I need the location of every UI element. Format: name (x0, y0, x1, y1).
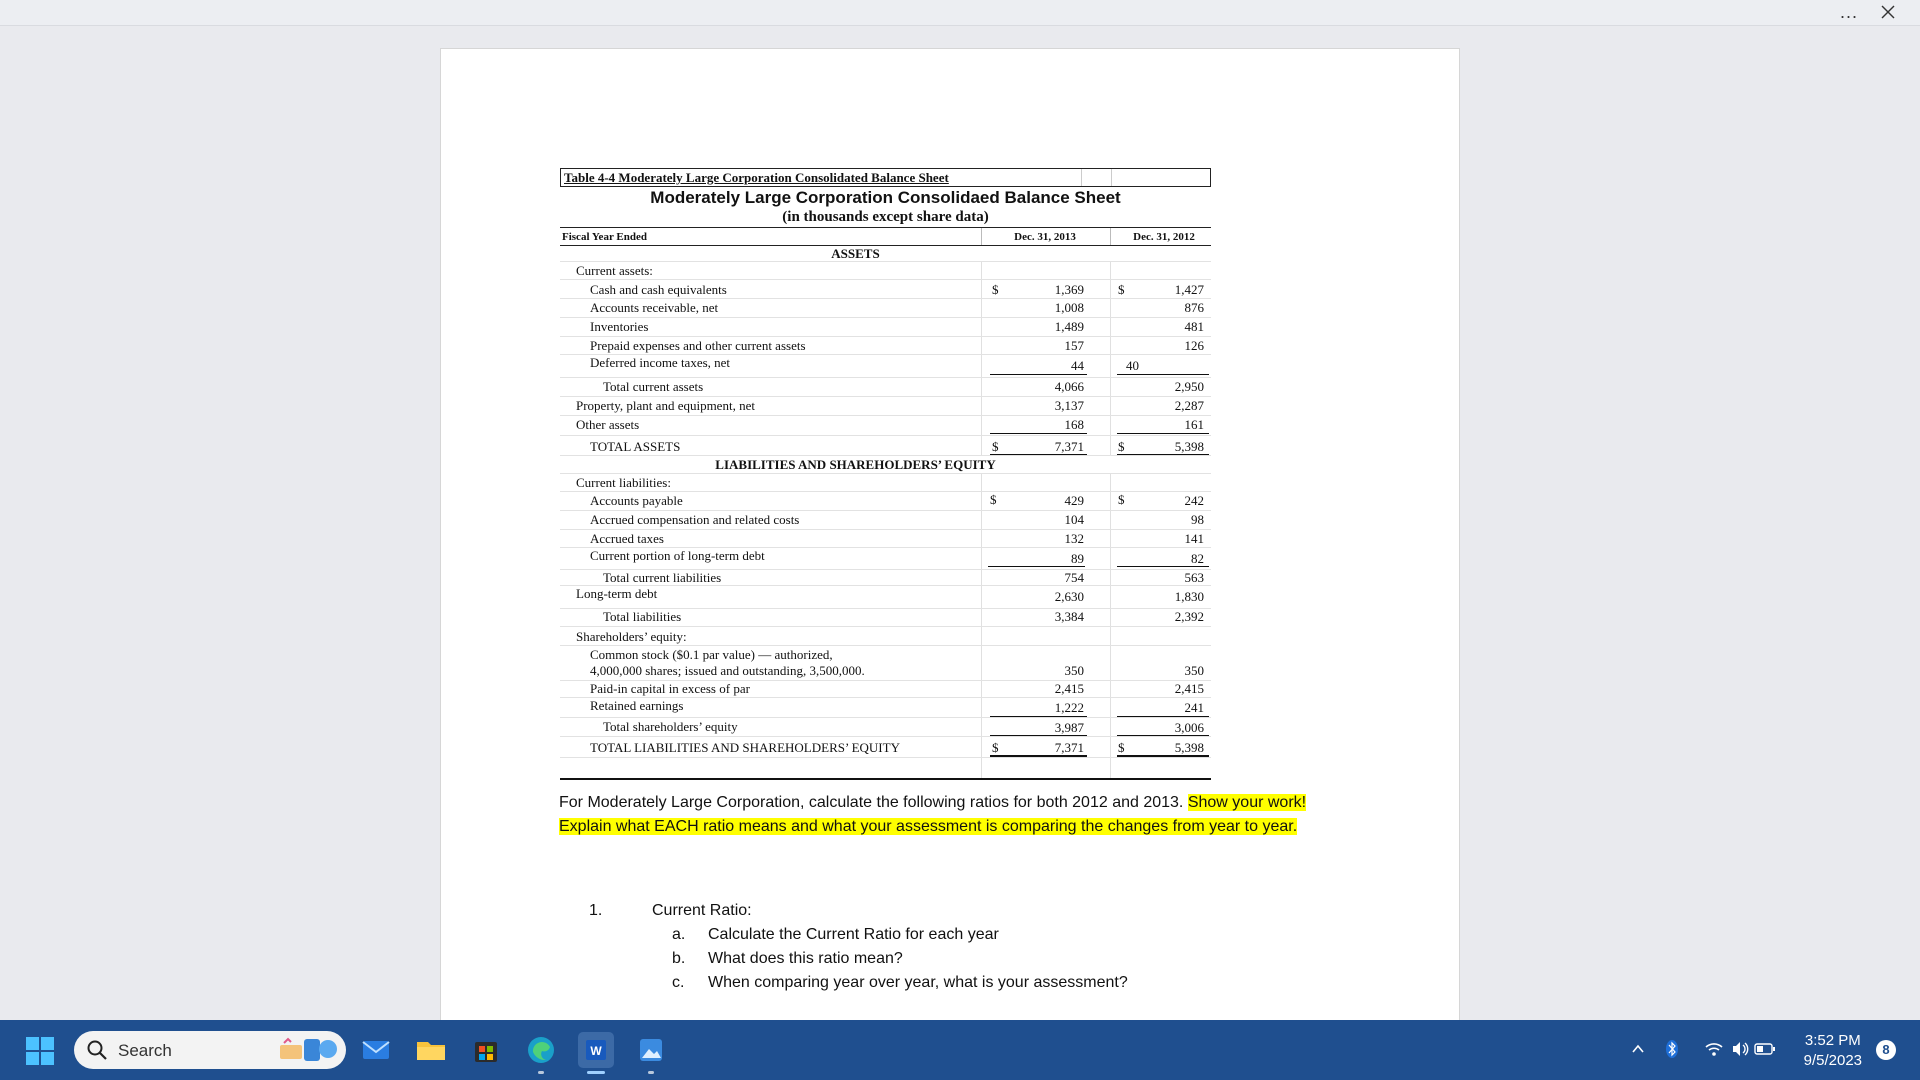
row-label: Deferred income taxes, net (590, 355, 731, 370)
value-2012: 350 (1184, 663, 1204, 678)
subquestion-text: When comparing year over year, what is your assessment? (708, 974, 1128, 991)
table-row (560, 280, 1211, 299)
table-bottom-border (560, 758, 1211, 780)
balance-sheet-subtitle: (in thousands except share data) (560, 208, 1211, 228)
value-2013: 1,222 (1054, 700, 1084, 715)
row-label: Accounts receivable, net (590, 300, 719, 315)
file-explorer-icon[interactable] (413, 1032, 449, 1068)
row-label: Property, plant and equipment, net (576, 398, 755, 413)
subquestion-label: b. (672, 950, 686, 967)
value-2012: 1,427 (1174, 282, 1204, 297)
row-label: Long-term debt (576, 586, 658, 601)
row-label: Prepaid expenses and other current assets (590, 338, 806, 353)
notification-count-badge[interactable]: 8 (1876, 1040, 1896, 1060)
photos-app-icon[interactable] (633, 1032, 669, 1068)
value-2012: 40 (1126, 358, 1139, 373)
word-app-icon[interactable] (578, 1032, 614, 1068)
value-2013: 4,066 (1054, 379, 1084, 394)
value-2013: 350 (1064, 663, 1084, 678)
value-2013: 754 (1064, 570, 1084, 585)
value-2012: 2,392 (1174, 609, 1204, 624)
table-row (560, 299, 1211, 318)
search-highlight-art-icon (276, 1035, 340, 1065)
search-placeholder: Search (118, 1041, 172, 1060)
clock-date: 9/5/2023 (1803, 1052, 1862, 1069)
value-2013: 3,384 (1054, 609, 1084, 624)
table-row (560, 718, 1211, 737)
value-2013: 1,369 (1054, 282, 1084, 297)
value-2013: 7,371 (1054, 439, 1084, 454)
value-2012: 141 (1184, 531, 1204, 546)
table-row (560, 609, 1211, 627)
table-row (560, 397, 1211, 416)
currency-symbol: $ (992, 439, 999, 454)
running-indicator (648, 1071, 654, 1074)
table-row (560, 246, 1211, 262)
system-tray (1620, 1020, 1920, 1080)
value-2013: 3,137 (1054, 398, 1084, 413)
table-row (560, 456, 1211, 474)
value-2013: 44 (1071, 358, 1084, 373)
value-2013: 157 (1064, 338, 1084, 353)
value-2012: 5,398 (1174, 740, 1204, 755)
col-fiscal-year: Fiscal Year Ended (562, 231, 647, 243)
value-2012: 242 (1184, 493, 1204, 508)
row-label: Accrued compensation and related costs (590, 512, 800, 527)
row-label: Common stock ($0.1 par value) — authorized, (590, 647, 833, 662)
table-row (560, 474, 1211, 492)
table-row (560, 586, 1211, 609)
document-page (440, 48, 1460, 1020)
currency-symbol: $ (1118, 492, 1125, 507)
subquestion-label: c. (672, 974, 685, 991)
close-icon[interactable] (1880, 4, 1896, 20)
value-2013: 1,008 (1054, 300, 1084, 315)
value-2012: 161 (1184, 417, 1204, 432)
value-2012: 98 (1191, 512, 1204, 527)
volume-icon[interactable] (1730, 1040, 1750, 1058)
store-app-icon[interactable] (468, 1032, 504, 1068)
table-row (560, 436, 1211, 456)
currency-symbol: $ (990, 492, 997, 507)
value-2012: 3,006 (1174, 720, 1204, 735)
question-number: 1. (589, 902, 603, 919)
wifi-icon[interactable] (1704, 1040, 1724, 1058)
chevron-up-icon[interactable] (1630, 1041, 1646, 1057)
table-row (560, 355, 1211, 378)
row-label: Inventories (590, 319, 649, 334)
value-2012: 876 (1184, 300, 1204, 315)
liabilities-header: LIABILITIES AND SHAREHOLDERS’ EQUITY (715, 457, 996, 472)
table-row (560, 337, 1211, 355)
table-row (560, 416, 1211, 436)
highlighted-instructions: Show your work! Explain what EACH ratio means and what your assessment is comparing the changes from year to year. (559, 794, 1307, 835)
running-indicator (538, 1071, 544, 1074)
currency-symbol: $ (992, 740, 999, 755)
edge-browser-icon[interactable] (523, 1032, 559, 1068)
bluetooth-icon[interactable] (1662, 1039, 1682, 1059)
currency-symbol: $ (1118, 282, 1125, 297)
value-2012: 241 (1184, 700, 1204, 715)
value-2012: 563 (1184, 570, 1204, 585)
table-row (560, 262, 1211, 280)
row-label: Current portion of long-term debt (590, 548, 765, 563)
active-indicator (587, 1071, 605, 1074)
taskbar (0, 1020, 1920, 1080)
row-label: Current liabilities: (576, 475, 671, 490)
value-2013: 3,987 (1054, 720, 1084, 735)
question-title: Current Ratio: (652, 902, 752, 919)
value-2012: 82 (1191, 551, 1204, 566)
subquestion-label: a. (672, 926, 686, 943)
col-2013: Dec. 31, 2013 (1014, 231, 1076, 243)
value-2013: 104 (1064, 512, 1084, 527)
value-2013: 168 (1064, 417, 1084, 432)
battery-icon[interactable] (1754, 1041, 1776, 1057)
table-row (560, 548, 1211, 570)
subquestion-text: What does this ratio mean? (708, 950, 903, 967)
value-2013: 7,371 (1054, 740, 1084, 755)
svg-text:W: W (590, 1044, 602, 1058)
value-2013: 132 (1064, 531, 1084, 546)
row-label: Total current liabilities (603, 570, 722, 585)
value-2013: 2,415 (1054, 681, 1084, 696)
viewer-titlebar (0, 0, 1920, 26)
column-headers (560, 228, 1211, 246)
row-label: Shareholders’ equity: (576, 629, 687, 644)
currency-symbol: $ (992, 282, 999, 297)
table-row (560, 681, 1211, 698)
table-caption-text: Table 4-4 Moderately Large Corporation Consolidated Balance Sheet (564, 170, 949, 185)
value-2013: 1,489 (1054, 319, 1084, 334)
table-row (560, 530, 1211, 548)
value-2012: 2,287 (1174, 398, 1204, 413)
instructions-paragraph (559, 791, 1359, 839)
document-viewer[interactable] (0, 26, 1920, 1020)
mail-app-icon[interactable] (358, 1032, 394, 1068)
row-label: Accounts payable (590, 493, 683, 508)
value-2013: 429 (1064, 493, 1084, 508)
taskbar-search-input[interactable] (74, 1031, 346, 1069)
currency-symbol: $ (1118, 439, 1125, 454)
clock-time: 3:52 PM (1804, 1032, 1861, 1049)
table-row (560, 511, 1211, 530)
row-label: Current assets: (576, 263, 653, 278)
row-label: Paid-in capital in excess of par (590, 681, 750, 696)
table-row (560, 627, 1211, 646)
value-2012: 481 (1184, 319, 1204, 334)
row-label: TOTAL ASSETS (590, 439, 681, 454)
row-label: 4,000,000 shares; issued and outstanding, 3,500,000. (590, 663, 865, 678)
row-label: Accrued taxes (590, 531, 664, 546)
value-2012: 126 (1184, 338, 1204, 353)
table-row (560, 492, 1211, 511)
balance-sheet-title: Moderately Large Corporation Consolidaed Balance Sheet (650, 188, 1121, 207)
row-label: Other assets (576, 417, 640, 432)
windows-start-icon[interactable] (26, 1037, 54, 1065)
row-label: Total liabilities (603, 609, 682, 624)
row-label: Total current assets (603, 379, 704, 394)
subquestion-text: Calculate the Current Ratio for each year (708, 926, 999, 943)
instructions-text: For Moderately Large Corporation, calculate the following ratios for both 2012 and 2013. (559, 794, 1188, 811)
table-row (560, 378, 1211, 397)
table-row (560, 737, 1211, 758)
assets-header: ASSETS (831, 246, 880, 261)
row-label: Total shareholders’ equity (603, 719, 738, 734)
value-2013: 89 (1071, 551, 1084, 566)
table-caption (560, 168, 1211, 187)
col-2012: Dec. 31, 2012 (1133, 231, 1195, 243)
more-options-icon[interactable]: ... (1839, 2, 1858, 22)
search-icon (86, 1039, 108, 1061)
row-label: TOTAL LIABILITIES AND SHAREHOLDERS’ EQUITY (590, 740, 900, 755)
balance-sheet-table (560, 168, 1211, 780)
taskbar-clock[interactable] (1804, 1031, 1862, 1071)
table-row (560, 698, 1211, 718)
balance-sheet-body (560, 246, 1211, 780)
table-row (560, 646, 1211, 681)
value-2012: 5,398 (1174, 439, 1204, 454)
value-2013: 2,630 (1054, 589, 1084, 604)
row-label: Retained earnings (590, 698, 684, 713)
row-label: Cash and cash equivalents (590, 282, 727, 297)
table-row (560, 570, 1211, 586)
currency-symbol: $ (1118, 740, 1125, 755)
value-2012: 2,950 (1174, 379, 1204, 394)
table-row (560, 318, 1211, 337)
value-2012: 1,830 (1174, 589, 1204, 604)
value-2012: 2,415 (1174, 681, 1204, 696)
